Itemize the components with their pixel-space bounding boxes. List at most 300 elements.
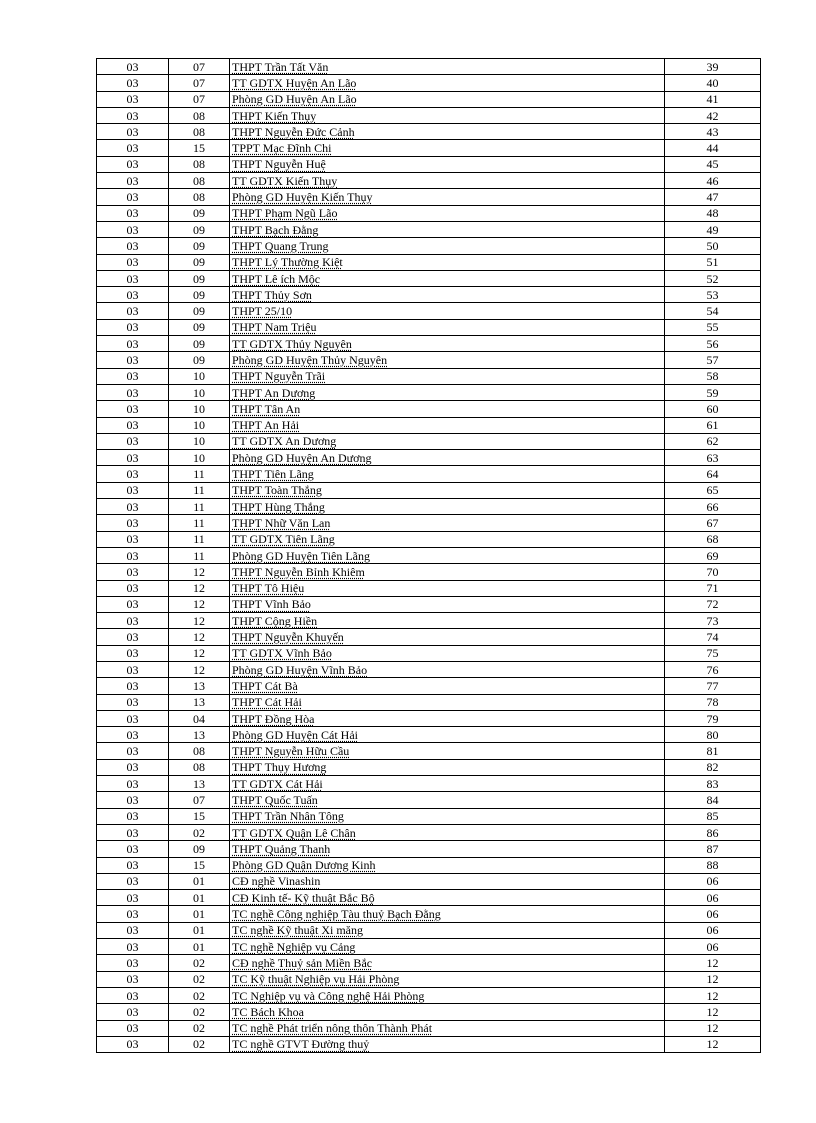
institution-name-cell: THPT Quảng Thanh — [230, 841, 665, 857]
province-code-cell: 03 — [97, 645, 169, 661]
table-row — [97, 531, 761, 547]
institution-name-cell: THPT Quốc Tuấn — [230, 792, 665, 808]
table-row — [97, 564, 761, 580]
district-code-cell: 07 — [169, 792, 230, 808]
province-code-cell: 03 — [97, 661, 169, 677]
province-code-cell: 03 — [97, 939, 169, 955]
institution-name-cell: Phòng GD Huyện Thủy Nguyên — [230, 352, 665, 368]
district-code-cell: 09 — [169, 336, 230, 352]
province-code-cell: 03 — [97, 743, 169, 759]
institution-name-cell: THPT Bạch Đằng — [230, 221, 665, 237]
province-code-cell: 03 — [97, 482, 169, 498]
district-code-cell: 02 — [169, 824, 230, 840]
table-row — [97, 743, 761, 759]
institution-name-cell: TT GDTX Thủy Nguyên — [230, 336, 665, 352]
number-cell: 41 — [665, 91, 761, 107]
number-cell: 12 — [665, 971, 761, 987]
institution-name-cell: THPT Trần Nhân Tông — [230, 808, 665, 824]
province-code-cell: 03 — [97, 401, 169, 417]
table-row — [97, 189, 761, 205]
district-code-cell: 07 — [169, 91, 230, 107]
province-code-cell: 03 — [97, 808, 169, 824]
district-code-cell: 13 — [169, 678, 230, 694]
table-row — [97, 450, 761, 466]
table-row — [97, 75, 761, 91]
number-cell: 77 — [665, 678, 761, 694]
number-cell: 71 — [665, 580, 761, 596]
province-code-cell: 03 — [97, 352, 169, 368]
number-cell: 47 — [665, 189, 761, 205]
province-code-cell: 03 — [97, 857, 169, 873]
number-cell: 59 — [665, 384, 761, 400]
district-code-cell: 11 — [169, 531, 230, 547]
province-code-cell: 03 — [97, 792, 169, 808]
institution-name-cell: THPT Lý Thường Kiệt — [230, 254, 665, 270]
table-row — [97, 368, 761, 384]
district-code-cell: 12 — [169, 645, 230, 661]
institution-name-cell: THPT Thụy Hương — [230, 759, 665, 775]
province-code-cell: 03 — [97, 841, 169, 857]
number-cell: 42 — [665, 107, 761, 123]
district-code-cell: 08 — [169, 759, 230, 775]
institution-name-cell: TC nghề GTVT Đường thuỷ — [230, 1036, 665, 1052]
table-row — [97, 156, 761, 172]
table-row — [97, 580, 761, 596]
table-row — [97, 694, 761, 710]
institution-name-cell: Phòng GD Huyện An Lão — [230, 91, 665, 107]
district-code-cell: 09 — [169, 841, 230, 857]
province-code-cell: 03 — [97, 971, 169, 987]
institution-name-cell: CĐ Kinh tế- Kỹ thuật Bắc Bộ — [230, 890, 665, 906]
province-code-cell: 03 — [97, 922, 169, 938]
district-code-cell: 09 — [169, 205, 230, 221]
number-cell: 69 — [665, 547, 761, 563]
district-code-cell: 08 — [169, 107, 230, 123]
number-cell: 50 — [665, 238, 761, 254]
table-row — [97, 759, 761, 775]
institution-name-cell: THPT Nam Triệu — [230, 319, 665, 335]
number-cell: 48 — [665, 205, 761, 221]
number-cell: 57 — [665, 352, 761, 368]
number-cell: 12 — [665, 955, 761, 971]
district-code-cell: 10 — [169, 433, 230, 449]
table-row — [97, 857, 761, 873]
table-row — [97, 841, 761, 857]
table-row — [97, 613, 761, 629]
data-table — [96, 58, 761, 1053]
institution-name-cell: THPT Thủy Sơn — [230, 287, 665, 303]
district-code-cell: 01 — [169, 922, 230, 938]
table-row — [97, 890, 761, 906]
institution-name-cell: THPT An Hải — [230, 417, 665, 433]
institution-name-cell: THPT An Dương — [230, 384, 665, 400]
table-row — [97, 91, 761, 107]
province-code-cell: 03 — [97, 727, 169, 743]
number-cell: 67 — [665, 515, 761, 531]
district-code-cell: 12 — [169, 564, 230, 580]
institution-name-cell: CĐ nghề Vinashin — [230, 873, 665, 889]
institution-name-cell: THPT Kiến Thụy — [230, 107, 665, 123]
number-cell: 84 — [665, 792, 761, 808]
number-cell: 06 — [665, 890, 761, 906]
institution-name-cell: TC Bách Khoa — [230, 1004, 665, 1020]
table-row — [97, 792, 761, 808]
table-row — [97, 59, 761, 75]
district-code-cell: 15 — [169, 140, 230, 156]
number-cell: 80 — [665, 727, 761, 743]
province-code-cell: 03 — [97, 1036, 169, 1052]
table-row — [97, 482, 761, 498]
institution-name-cell: THPT Phạm Ngũ Lão — [230, 205, 665, 221]
province-code-cell: 03 — [97, 564, 169, 580]
institution-name-cell: TC nghề Phát triển nông thôn Thành Phát — [230, 1020, 665, 1036]
district-code-cell: 02 — [169, 955, 230, 971]
institution-name-cell: THPT Quang Trung — [230, 238, 665, 254]
province-code-cell: 03 — [97, 547, 169, 563]
district-code-cell: 13 — [169, 727, 230, 743]
district-code-cell: 13 — [169, 776, 230, 792]
table-row — [97, 319, 761, 335]
table-row — [97, 987, 761, 1003]
table-row — [97, 401, 761, 417]
district-code-cell: 09 — [169, 352, 230, 368]
institution-name-cell: Phòng GD Huyện Kiến Thụy — [230, 189, 665, 205]
number-cell: 06 — [665, 922, 761, 938]
district-code-cell: 09 — [169, 303, 230, 319]
district-code-cell: 02 — [169, 1036, 230, 1052]
number-cell: 58 — [665, 368, 761, 384]
district-code-cell: 09 — [169, 270, 230, 286]
number-cell: 72 — [665, 596, 761, 612]
district-code-cell: 09 — [169, 287, 230, 303]
institution-name-cell: THPT Vĩnh Bảo — [230, 596, 665, 612]
institution-name-cell: Phòng GD Huyện An Dương — [230, 450, 665, 466]
number-cell: 87 — [665, 841, 761, 857]
institution-name-cell: TT GDTX Huyện An Lão — [230, 75, 665, 91]
institution-name-cell: THPT Toàn Thắng — [230, 482, 665, 498]
institution-name-cell: THPT Nguyễn Khuyến — [230, 629, 665, 645]
province-code-cell: 03 — [97, 629, 169, 645]
number-cell: 44 — [665, 140, 761, 156]
table-row — [97, 107, 761, 123]
institution-name-cell: THPT Tô Hiệu — [230, 580, 665, 596]
district-code-cell: 08 — [169, 189, 230, 205]
table-row — [97, 384, 761, 400]
province-code-cell: 03 — [97, 987, 169, 1003]
number-cell: 49 — [665, 221, 761, 237]
table-row — [97, 303, 761, 319]
institution-name-cell: TT GDTX Quận Lê Chân — [230, 824, 665, 840]
number-cell: 65 — [665, 482, 761, 498]
province-code-cell: 03 — [97, 221, 169, 237]
province-code-cell: 03 — [97, 270, 169, 286]
table-row — [97, 824, 761, 840]
province-code-cell: 03 — [97, 384, 169, 400]
number-cell: 75 — [665, 645, 761, 661]
table-row — [97, 727, 761, 743]
district-code-cell: 11 — [169, 466, 230, 482]
table-row — [97, 205, 761, 221]
data-table-body — [97, 59, 761, 1053]
table-row — [97, 336, 761, 352]
institution-name-cell: Phòng GD Huyện Cát Hải — [230, 727, 665, 743]
district-code-cell: 08 — [169, 743, 230, 759]
district-code-cell: 12 — [169, 661, 230, 677]
district-code-cell: 08 — [169, 173, 230, 189]
number-cell: 54 — [665, 303, 761, 319]
province-code-cell: 03 — [97, 499, 169, 515]
institution-name-cell: THPT Cát Hải — [230, 694, 665, 710]
institution-name-cell: THPT Nguyễn Huệ — [230, 156, 665, 172]
district-code-cell: 09 — [169, 319, 230, 335]
province-code-cell: 03 — [97, 466, 169, 482]
table-row — [97, 1036, 761, 1052]
district-code-cell: 15 — [169, 857, 230, 873]
number-cell: 68 — [665, 531, 761, 547]
province-code-cell: 03 — [97, 91, 169, 107]
table-row — [97, 776, 761, 792]
province-code-cell: 03 — [97, 515, 169, 531]
province-code-cell: 03 — [97, 678, 169, 694]
table-row — [97, 955, 761, 971]
number-cell: 62 — [665, 433, 761, 449]
province-code-cell: 03 — [97, 596, 169, 612]
number-cell: 60 — [665, 401, 761, 417]
table-row — [97, 499, 761, 515]
number-cell: 43 — [665, 124, 761, 140]
number-cell: 88 — [665, 857, 761, 873]
table-row — [97, 596, 761, 612]
district-code-cell: 08 — [169, 124, 230, 140]
table-row — [97, 124, 761, 140]
number-cell: 46 — [665, 173, 761, 189]
number-cell: 66 — [665, 499, 761, 515]
number-cell: 12 — [665, 1020, 761, 1036]
institution-name-cell: THPT Hùng Thắng — [230, 499, 665, 515]
institution-name-cell: TT GDTX Tiên Lãng — [230, 531, 665, 547]
number-cell: 83 — [665, 776, 761, 792]
district-code-cell: 01 — [169, 890, 230, 906]
table-row — [97, 352, 761, 368]
number-cell: 64 — [665, 466, 761, 482]
institution-name-cell: TC nghề Công nghiệp Tàu thuỷ Bạch Đằng — [230, 906, 665, 922]
province-code-cell: 03 — [97, 238, 169, 254]
province-code-cell: 03 — [97, 140, 169, 156]
institution-name-cell: Phòng GD Huyện Tiên Lãng — [230, 547, 665, 563]
institution-name-cell: THPT 25/10 — [230, 303, 665, 319]
province-code-cell: 03 — [97, 156, 169, 172]
table-row — [97, 417, 761, 433]
institution-name-cell: TC nghề Kỹ thuật Xi măng — [230, 922, 665, 938]
district-code-cell: 10 — [169, 368, 230, 384]
number-cell: 85 — [665, 808, 761, 824]
table-row — [97, 971, 761, 987]
district-code-cell: 10 — [169, 417, 230, 433]
number-cell: 76 — [665, 661, 761, 677]
province-code-cell: 03 — [97, 694, 169, 710]
district-code-cell: 12 — [169, 580, 230, 596]
institution-name-cell: THPT Nguyễn Đức Cảnh — [230, 124, 665, 140]
district-code-cell: 01 — [169, 939, 230, 955]
institution-name-cell: THPT Nguyễn Bỉnh Khiêm — [230, 564, 665, 580]
table-row — [97, 645, 761, 661]
province-code-cell: 03 — [97, 1004, 169, 1020]
province-code-cell: 03 — [97, 173, 169, 189]
district-code-cell: 15 — [169, 808, 230, 824]
institution-name-cell: TPPT Mạc Đĩnh Chi — [230, 140, 665, 156]
institution-name-cell: THPT Nguyễn Hữu Cầu — [230, 743, 665, 759]
province-code-cell: 03 — [97, 433, 169, 449]
table-row — [97, 906, 761, 922]
province-code-cell: 03 — [97, 205, 169, 221]
number-cell: 51 — [665, 254, 761, 270]
district-code-cell: 07 — [169, 59, 230, 75]
number-cell: 39 — [665, 59, 761, 75]
table-row — [97, 270, 761, 286]
district-code-cell: 13 — [169, 694, 230, 710]
province-code-cell: 03 — [97, 613, 169, 629]
number-cell: 40 — [665, 75, 761, 91]
institution-name-cell: Phòng GD Quận Dương Kinh — [230, 857, 665, 873]
district-code-cell: 11 — [169, 499, 230, 515]
table-row — [97, 173, 761, 189]
district-code-cell: 02 — [169, 987, 230, 1003]
table-row — [97, 710, 761, 726]
table-row — [97, 939, 761, 955]
district-code-cell: 08 — [169, 156, 230, 172]
number-cell: 55 — [665, 319, 761, 335]
province-code-cell: 03 — [97, 450, 169, 466]
district-code-cell: 01 — [169, 873, 230, 889]
province-code-cell: 03 — [97, 906, 169, 922]
district-code-cell: 09 — [169, 221, 230, 237]
number-cell: 86 — [665, 824, 761, 840]
number-cell: 53 — [665, 287, 761, 303]
province-code-cell: 03 — [97, 955, 169, 971]
number-cell: 56 — [665, 336, 761, 352]
number-cell: 63 — [665, 450, 761, 466]
number-cell: 78 — [665, 694, 761, 710]
table-row — [97, 808, 761, 824]
province-code-cell: 03 — [97, 776, 169, 792]
district-code-cell: 11 — [169, 515, 230, 531]
province-code-cell: 03 — [97, 873, 169, 889]
table-row — [97, 140, 761, 156]
province-code-cell: 03 — [97, 124, 169, 140]
institution-name-cell: TT GDTX Vĩnh Bảo — [230, 645, 665, 661]
number-cell: 74 — [665, 629, 761, 645]
province-code-cell: 03 — [97, 319, 169, 335]
table-row — [97, 1004, 761, 1020]
number-cell: 61 — [665, 417, 761, 433]
number-cell: 06 — [665, 939, 761, 955]
district-code-cell: 10 — [169, 450, 230, 466]
number-cell: 82 — [665, 759, 761, 775]
province-code-cell: 03 — [97, 254, 169, 270]
district-code-cell: 12 — [169, 596, 230, 612]
province-code-cell: 03 — [97, 890, 169, 906]
district-code-cell: 02 — [169, 1020, 230, 1036]
number-cell: 12 — [665, 1036, 761, 1052]
table-row — [97, 547, 761, 563]
district-code-cell: 07 — [169, 75, 230, 91]
table-row — [97, 254, 761, 270]
district-code-cell: 02 — [169, 1004, 230, 1020]
province-code-cell: 03 — [97, 336, 169, 352]
province-code-cell: 03 — [97, 824, 169, 840]
province-code-cell: 03 — [97, 189, 169, 205]
institution-name-cell: THPT Tân An — [230, 401, 665, 417]
institution-name-cell: TT GDTX Kiến Thụy — [230, 173, 665, 189]
number-cell: 06 — [665, 906, 761, 922]
table-row — [97, 287, 761, 303]
province-code-cell: 03 — [97, 287, 169, 303]
number-cell: 73 — [665, 613, 761, 629]
province-code-cell: 03 — [97, 1020, 169, 1036]
institution-name-cell: Phòng GD Huyện Vĩnh Bảo — [230, 661, 665, 677]
district-code-cell: 02 — [169, 971, 230, 987]
table-row — [97, 515, 761, 531]
province-code-cell: 03 — [97, 531, 169, 547]
province-code-cell: 03 — [97, 303, 169, 319]
table-row — [97, 466, 761, 482]
table-row — [97, 678, 761, 694]
table-row — [97, 629, 761, 645]
number-cell: 06 — [665, 873, 761, 889]
district-code-cell: 10 — [169, 401, 230, 417]
number-cell: 45 — [665, 156, 761, 172]
district-code-cell: 04 — [169, 710, 230, 726]
institution-name-cell: THPT Cộng Hiền — [230, 613, 665, 629]
district-code-cell: 11 — [169, 547, 230, 563]
province-code-cell: 03 — [97, 75, 169, 91]
province-code-cell: 03 — [97, 580, 169, 596]
table-row — [97, 661, 761, 677]
number-cell: 79 — [665, 710, 761, 726]
district-code-cell: 11 — [169, 482, 230, 498]
institution-name-cell: TT GDTX Cát Hải — [230, 776, 665, 792]
institution-name-cell: THPT Cát Bà — [230, 678, 665, 694]
table-row — [97, 221, 761, 237]
institution-name-cell: TC Nghiệp vụ và Công nghệ Hải Phòng — [230, 987, 665, 1003]
district-code-cell: 12 — [169, 629, 230, 645]
table-row — [97, 922, 761, 938]
institution-name-cell: THPT Nguyễn Trãi — [230, 368, 665, 384]
province-code-cell: 03 — [97, 417, 169, 433]
district-code-cell: 10 — [169, 384, 230, 400]
district-code-cell: 09 — [169, 254, 230, 270]
number-cell: 12 — [665, 987, 761, 1003]
district-code-cell: 12 — [169, 613, 230, 629]
institution-name-cell: THPT Nhữ Văn Lan — [230, 515, 665, 531]
number-cell: 12 — [665, 1004, 761, 1020]
province-code-cell: 03 — [97, 59, 169, 75]
institution-name-cell: TC nghề Nghiệp vụ Cảng — [230, 939, 665, 955]
institution-name-cell: THPT Lê ích Mộc — [230, 270, 665, 286]
institution-name-cell: THPT Trần Tất Văn — [230, 59, 665, 75]
number-cell: 70 — [665, 564, 761, 580]
district-code-cell: 09 — [169, 238, 230, 254]
table-row — [97, 433, 761, 449]
table-row — [97, 238, 761, 254]
number-cell: 52 — [665, 270, 761, 286]
province-code-cell: 03 — [97, 107, 169, 123]
institution-name-cell: THPT Tiên Lãng — [230, 466, 665, 482]
province-code-cell: 03 — [97, 710, 169, 726]
province-code-cell: 03 — [97, 368, 169, 384]
table-row — [97, 1020, 761, 1036]
institution-name-cell: TC Kỹ thuật Nghiệp vụ Hải Phòng — [230, 971, 665, 987]
